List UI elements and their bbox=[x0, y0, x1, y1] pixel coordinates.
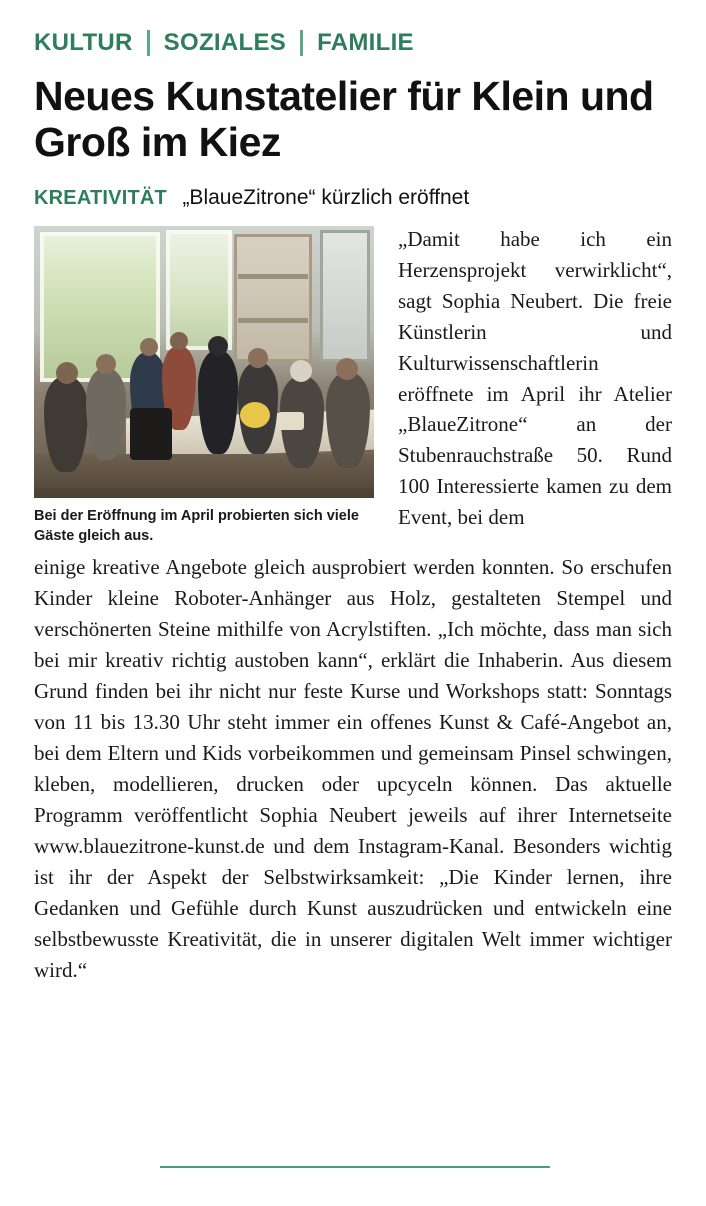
article-photo bbox=[34, 226, 374, 498]
article-figure bbox=[34, 226, 374, 546]
lead-paragraph: „Damit habe ich ein Herzensprojekt verwirklicht“, sagt Sophia Neubert. Die freie Künstlerin und Kulturwissenschaftlerin eröffnete im April ihr Atelier „BlaueZitrone“ an der Stubenrauchstraße 50. Rund 100 Interessierte kamen zu dem Event, bei dem bbox=[398, 227, 672, 529]
section-divider bbox=[160, 1166, 550, 1168]
body-paragraph: einige kreative Angebote gleich ausprobiert werden konnten. So erschufen Kinder kleine Roboter-Anhänger aus Holz, gestalteten Stempel und verschönerten Steine mithilfe von Acrylstiften. „Ich möchte, dass man sich bei mir kreativ richtig austoben kann“, erklärt die Inhaberin. Aus diesem Grund finden bei ihr nicht nur feste Kurse und Workshops statt: Sonntags von 11 bis 13.30 Uhr steht immer ein offenes Kunst & Café-Angebot an, bei dem Eltern und Kids vorbeikommen und gemeinsam Pinsel schwingen, kleben, modellieren, drucken oder upcyceln können. Das aktuelle Programm veröffentlicht Sophia Neubert jeweils auf ihrer Internetseite www.blauezitrone-kunst.de und dem Instagram-Kanal. Besonders wichtig ist ihr der Aspekt der Selbstwirksamkeit: „Die Kinder lernen, ihre Gedanken und Gefühle durch Kunst auszudrücken und entwickeln eine selbstbewusste Kreativität, die in unserer digitalen Welt immer wichtiger wird.“ bbox=[34, 555, 672, 982]
photo-shelf bbox=[234, 234, 312, 362]
photo-person bbox=[198, 350, 238, 454]
photo-person bbox=[326, 372, 370, 468]
rubric-bar bbox=[34, 26, 672, 60]
article-body bbox=[34, 224, 672, 986]
page-title: Neues Kunstatelier für Klein und Groß im Kiez bbox=[34, 73, 654, 165]
photo-equipment bbox=[130, 408, 172, 460]
subhead-label: KREATIVITÄT bbox=[34, 186, 167, 209]
rubric-familie[interactable]: FAMILIE bbox=[317, 29, 414, 56]
photo-craft-item bbox=[278, 412, 304, 430]
subhead bbox=[34, 184, 672, 210]
photo-person bbox=[44, 376, 88, 472]
subhead-text: „BlaueZitrone“ kürzlich eröffnet bbox=[182, 185, 470, 209]
rubric-kultur[interactable]: KULTUR bbox=[34, 29, 133, 56]
photo-bottom-strip bbox=[34, 488, 374, 498]
photo-caption: Bei der Eröffnung im April probierten sich viele Gäste gleich aus. bbox=[34, 508, 359, 544]
photo-door bbox=[320, 230, 370, 362]
rubric-soziales[interactable]: SOZIALES bbox=[163, 29, 287, 56]
photo-person bbox=[86, 368, 126, 460]
